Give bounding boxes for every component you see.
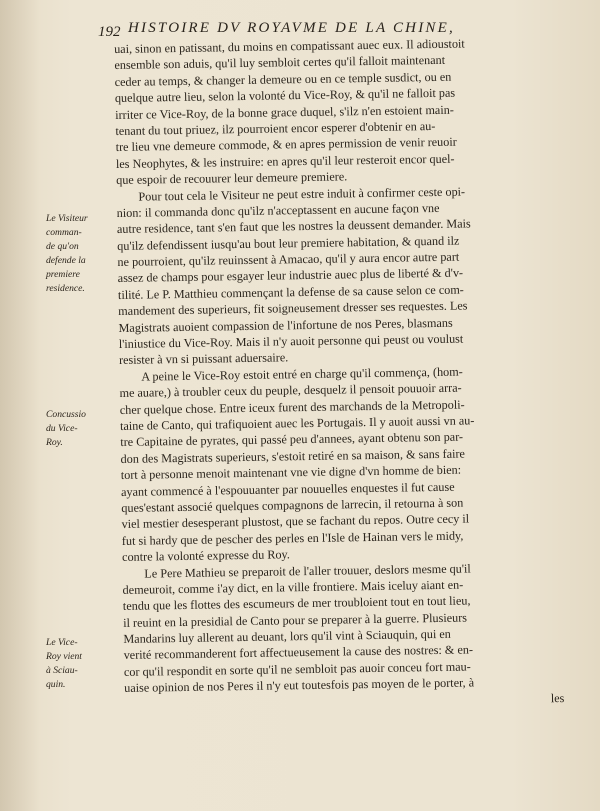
text-line: taine de Canto, qui trafiquoient auec les Portugais. Il y auoit aussi vn au-	[119, 413, 475, 433]
text-line: resister à vn si puissant aduersaire.	[118, 350, 289, 368]
page-number: 192	[98, 24, 121, 40]
text-line: qu'ilz defendissent iusqu'au bout leur premiere habitation, & quand ilz	[117, 233, 460, 253]
text-line: irriter ce Vice-Roy, de la bonne grace duquel, s'ilz n'en estoient main-	[115, 102, 454, 122]
margin-note-line: quin.	[46, 679, 66, 690]
margin-note-line: Le Visiteur	[46, 213, 88, 224]
margin-note	[46, 408, 112, 450]
text-line: fut si hardy que de pescher des perles en l'Isle de Hainan vers le midy,	[121, 528, 464, 548]
text-line: demeuroit, comme i'ay dict, en la ville frontiere. Mais iceluy aiant en-	[122, 577, 464, 597]
text-line: uai, sinon en patissant, du moins en compatissant auec eux. Il adioustoit	[114, 36, 465, 56]
text-line: il reuint en la presidial de Canto pour se preparer à la guerre. Plusieurs	[123, 610, 468, 630]
text-line: verité recommanderent fort affectueusement la cause des nostres: & en-	[123, 642, 474, 663]
text-line: mandement des superieurs, fit soigneusement dresser ses requestes. Les	[118, 298, 468, 319]
running-title: HISTOIRE DV ROYAVME DE LA CHINE,	[128, 20, 455, 36]
text-line: uaise opinion de nos Peres il n'y eut toutesfois pas moyen de le porter, à	[124, 675, 475, 696]
text-line: don des Magistrats superieurs, s'estoit retiré en sa maison, & sans faire	[120, 446, 466, 466]
text-line: l'iniustice du Vice-Roy. Mais il n'y auoit personne qui peust ou voulust	[118, 331, 464, 351]
margin-note-line: Le Vice-	[46, 637, 78, 648]
margin-note-line: du Vice-	[46, 423, 78, 434]
text-line: nion: il commanda donc qu'ilz n'acceptassent en aucune façon vne	[116, 200, 440, 220]
text-line: les Neophytes, & les instruire: en apres qu'il leur resteroit encor quel-	[115, 151, 455, 171]
text-line: ensemble son aduis, qu'il luy sembloit certes qu'il falloit maintenant	[114, 53, 446, 73]
text-line: viel mestier desesperant plustost, que se fachant du repos. Outre cecy il	[121, 511, 470, 532]
text-line: me auare,) à troubler ceux du peuple, desquelz il pensoit pouuoir arra-	[119, 380, 462, 401]
text-line: tre Capitaine de pyrates, qui passé peu d'annees, ayant obtenu son par-	[120, 429, 464, 450]
text-line: que espoir de recouurer leur demeure premiere.	[116, 169, 348, 188]
body-text	[114, 34, 565, 713]
text-line: Mandarins luy allerent au deuant, lors qu'il vint à Sciauquin, qui en	[123, 626, 451, 646]
gutter-shadow	[0, 0, 40, 811]
text-line: cher quelque chose. Entre iceux furent des marchands de la Metropoli-	[119, 397, 465, 417]
margin-note-line: comman-	[46, 227, 82, 238]
margin-note-line: de qu'on	[46, 241, 79, 252]
text-line: les	[550, 690, 565, 705]
text-line: ne pourroient, qu'ilz reuinssent à Amacao, qu'il y aura encor autre part	[117, 249, 460, 270]
text-line: tort à personne menoit maintenant vne vie digne d'vn homme de bien:	[120, 462, 462, 483]
text-line: autre residence, tant s'en faut que les nostres la deussent demander. Mais	[116, 216, 471, 237]
margin-note-line: premiere	[46, 269, 80, 280]
text-line: ques'estant associé quelques compagnons de larrecin, il retourna à son	[121, 495, 464, 515]
text-line: ayant commencé à l'espouuanter par nouuelles enquestes il fut cause	[120, 479, 455, 499]
text-line: tendu que les flottes des escumeurs de mer troubloient tout en tout lieu,	[122, 593, 471, 614]
margin-note-line: residence.	[46, 283, 85, 294]
text-line: tre lieu vne demeure commode, & en apres permission de venir reuoir	[115, 134, 457, 155]
text-line: contre la volonté expresse du Roy.	[121, 547, 290, 565]
margin-note-line: Concussio	[46, 409, 86, 420]
text-line: quelque autre lieu, selon la volonté du Vice-Roy, & qu'il ne falloit pas	[114, 85, 456, 106]
margin-note-line: Roy vient	[46, 651, 82, 662]
text-line: Magistrats auoient compassion de l'infortune de nos Peres, blasmans	[118, 315, 453, 335]
text-line: tenant du tout priuez, ilz pourroient encor esperer d'obtenir en au-	[115, 118, 436, 138]
text-line: ceder au temps, & changer la demeure ou en ce temple susdict, ou en	[114, 69, 452, 89]
margin-note-line: à Sciau-	[46, 665, 78, 676]
margin-note	[46, 636, 112, 692]
text-line: Pour tout cela le Visiteur ne peut estre induit à confirmer ceste opi-	[138, 184, 466, 204]
text-line: assez de champs pour esgayer leur industrie auec plus de liberté & d'v-	[117, 266, 464, 286]
margin-note-line: defende la	[46, 255, 86, 266]
margin-note-line: Roy.	[46, 437, 63, 448]
margin-note	[46, 212, 112, 296]
text-line: A peine le Vice-Roy estoit entré en charge qu'il commença, (hom-	[141, 364, 463, 384]
text-line: tilité. Le P. Matthieu commençant la defense de sa cause selon ce com-	[117, 282, 464, 302]
text-line: Le Pere Mathieu se preparoit de l'aller trouuer, deslors mesme qu'il	[144, 560, 471, 581]
text-line: cor qu'il respondit en sorte qu'il ne sembloit pas auoir conceu fort mau-	[123, 659, 471, 679]
